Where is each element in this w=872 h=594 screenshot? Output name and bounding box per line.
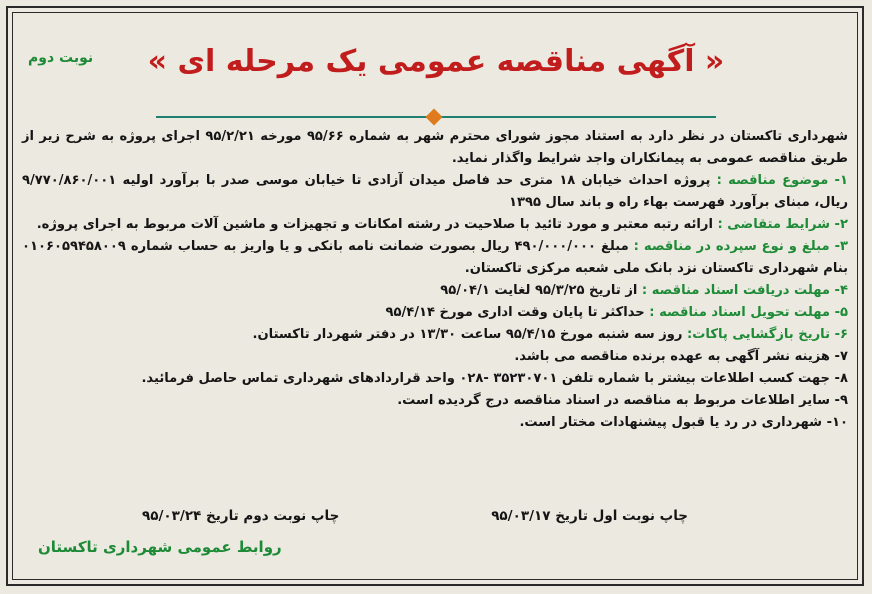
item-3-text: مبلغ ۴۹۰/۰۰۰/۰۰۰ ریال بصورت ضمانت نامه بانکی و یا واریز به حساب شماره ۰۱۰۶۰۵۹۴۵۸۰۰۹ بنام شهرداری تاکستان نزد بانک ملی شعبه مرکزی تاکستان.	[22, 239, 848, 276]
item-6-text: روز سه شنبه مورخ ۹۵/۴/۱۵ ساعت ۱۳/۳۰ در دفتر شهردار تاکستان.	[252, 327, 688, 342]
noubat-label: نوبت دوم	[28, 50, 94, 66]
item-5-label: ۵- مهلت تحویل اسناد مناقصه :	[649, 305, 848, 320]
item-7	[22, 346, 848, 368]
item-3	[22, 236, 848, 280]
item-8-text: ۸- جهت کسب اطلاعات بیشتر با شماره تلفن ۳۵۲۳۰۷۰۱ -۰۲۸ واحد قراردادهای شهرداری تماس حاصل فرمائید.	[141, 371, 848, 386]
notice-title: « آگهی مناقصه عمومی یک مرحله ای »	[147, 44, 725, 79]
item-5-text: حداکثر تا پایان وقت اداری مورخ ۹۵/۴/۱۴	[385, 305, 650, 320]
item-9-text: ۹- سایر اطلاعات مربوط به مناقصه در اسناد مناقصه درج گردیده است.	[397, 393, 848, 408]
item-6	[22, 324, 848, 346]
signature-public-relations: روابط عمومی شهرداری تاکستان	[38, 538, 282, 556]
item-2-text: ارائه رتبه معتبر و مورد تائید با صلاحیت در رشته امکانات و تجهیزات و ماشین آلات مربوط به اجرای پروژه.	[36, 217, 718, 232]
item-1	[22, 170, 848, 214]
print-dates	[22, 508, 848, 536]
item-1-label: ۱- موضوع مناقصه :	[716, 173, 848, 188]
print-first-date: چاپ نوبت اول تاریخ ۹۵/۰۳/۱۷	[491, 508, 688, 524]
item-4-text: از تاریخ ۹۵/۳/۲۵ لغایت ۹۵/۰۴/۱	[440, 283, 642, 298]
item-6-label: ۶- تاریخ بازگشایی پاکات:	[687, 327, 848, 342]
item-4-label: ۴- مهلت دریافت اسناد مناقصه :	[641, 283, 848, 298]
item-5	[22, 302, 848, 324]
intro-paragraph: شهرداری تاکستان در نظر دارد به استناد مجوز شورای محترم شهر به شماره ۹۵/۶۶ مورخه ۹۵/۲/۲۱ اجرای پروژه به شرح زیر از طریق مناقصه عمومی به پیمانکاران واجد شرایط واگذار نماید.	[22, 129, 848, 166]
title-divider	[156, 116, 716, 118]
item-4	[22, 280, 848, 302]
item-10	[22, 412, 848, 434]
item-1-text: پروژه احداث خیابان ۱۸ متری حد فاصل میدان آزادی تا خیابان موسی صدر با برآورد اولیه ۹/۷۷۰/۸۶۰/۰۰۱ ریال، مبنای برآورد فهرست بهاء راه و باند سال ۱۳۹۵	[22, 173, 848, 210]
item-2-label: ۲- شرایط متقاضی :	[717, 217, 848, 232]
print-second-date: چاپ نوبت دوم تاریخ ۹۵/۰۳/۲۴	[142, 508, 340, 524]
item-10-text: ۱۰- شهرداری در رد یا قبول پیشنهادات مختار است.	[519, 415, 848, 430]
item-2	[22, 214, 848, 236]
item-9	[22, 390, 848, 412]
item-7-text: ۷- هزینه نشر آگهی به عهده برنده مناقصه می باشد.	[514, 349, 848, 364]
notice-body	[22, 126, 848, 434]
item-3-label: ۳- مبلغ و نوع سپرده در مناقصه :	[633, 239, 849, 254]
item-8	[22, 368, 848, 390]
